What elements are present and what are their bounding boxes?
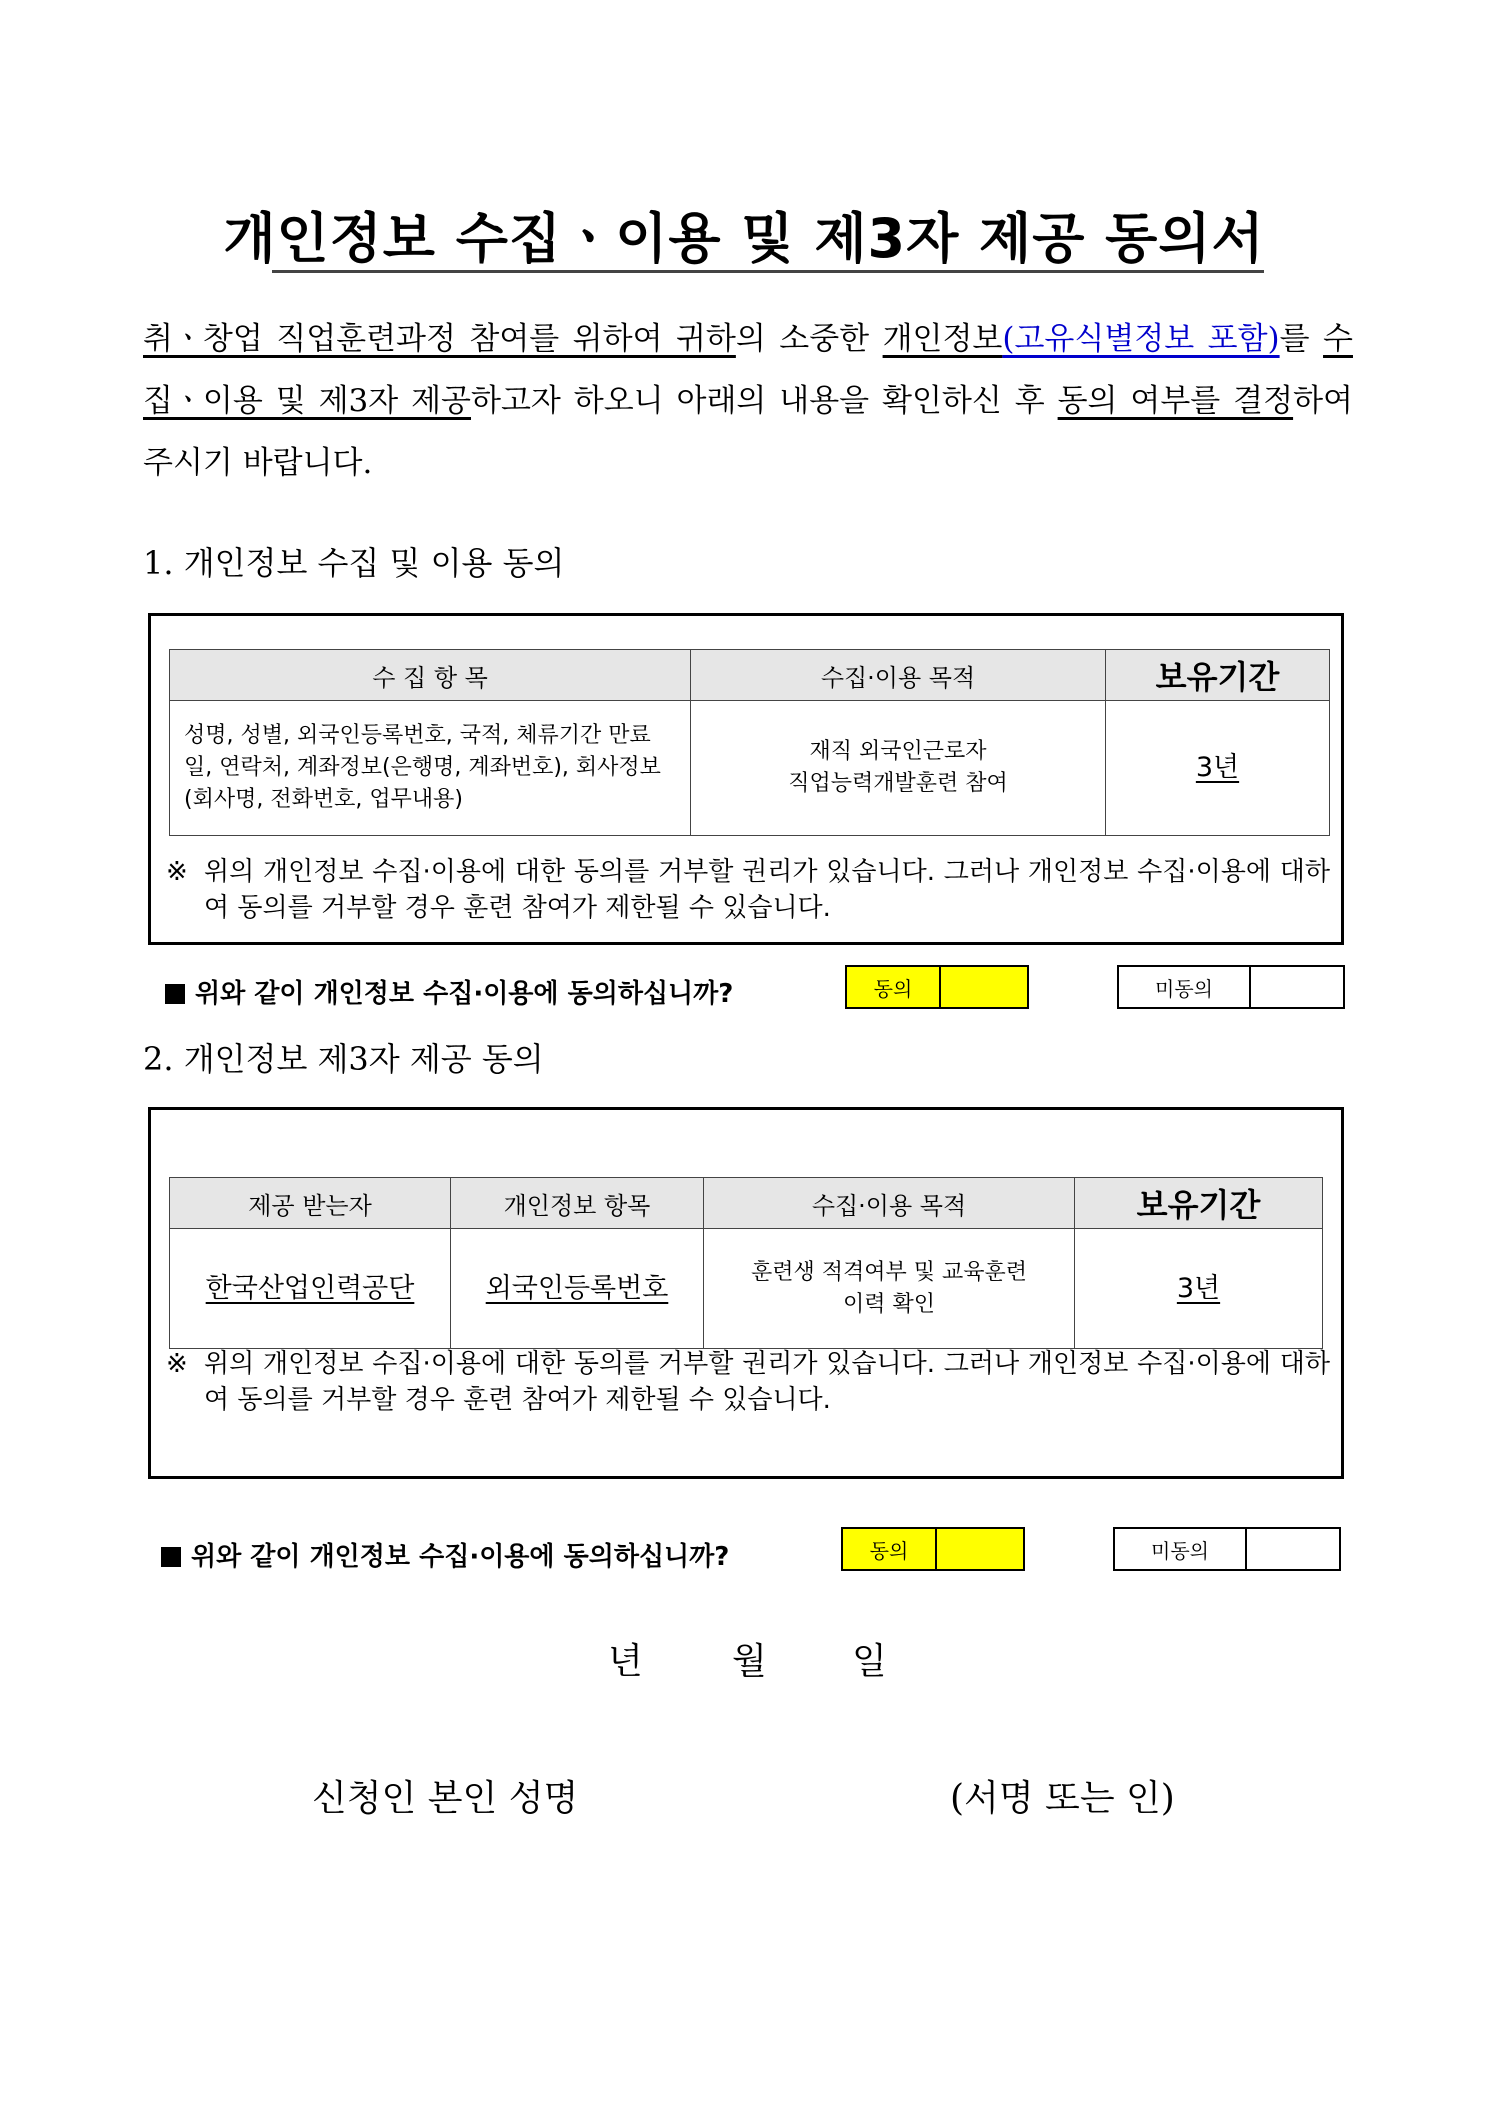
section2-note bbox=[166, 1346, 1330, 1418]
square-bullet-icon bbox=[161, 1547, 181, 1567]
s1-header-period: 보유기간 bbox=[1106, 650, 1330, 701]
document-title: 개인정보 수집ㆍ이용 및 제3자 제공 동의서 bbox=[223, 207, 1265, 270]
title-underline bbox=[272, 270, 1264, 273]
s2-agree-option[interactable] bbox=[841, 1527, 1025, 1571]
s2-header-recipient: 제공 받는자 bbox=[170, 1178, 451, 1229]
s1-disagree-checkbox[interactable] bbox=[1251, 967, 1343, 1007]
date-year: 년 bbox=[608, 1641, 643, 1682]
s1-agree-label: 동의 bbox=[847, 967, 941, 1007]
s1-note-mark: ※ bbox=[166, 857, 188, 887]
s2-disagree-checkbox[interactable] bbox=[1247, 1529, 1339, 1569]
s1-purpose-cell bbox=[691, 701, 1106, 836]
section1-heading: 1. 개인정보 수집 및 이용 동의 bbox=[143, 544, 565, 582]
s2-purpose-line2: 이력 확인 bbox=[842, 1291, 935, 1317]
signature-suffix: (서명 또는 인) bbox=[950, 1778, 1175, 1819]
s2-disagree-option[interactable] bbox=[1113, 1527, 1341, 1571]
s2-question-text: 위와 같이 개인정보 수집·이용에 동의하십니까? bbox=[191, 1542, 730, 1572]
s2-item-cell: 외국인등록번호 bbox=[451, 1229, 704, 1349]
signature-label: 신청인 본인 성명 bbox=[312, 1778, 579, 1819]
s2-period-cell: 3년 bbox=[1075, 1229, 1323, 1349]
s1-disagree-option[interactable] bbox=[1117, 965, 1345, 1009]
s1-header-purpose: 수집·이용 목적 bbox=[691, 650, 1106, 701]
section1-table bbox=[169, 649, 1330, 836]
intro-phrase-8: 동의 여부를 결정 bbox=[1057, 383, 1294, 419]
square-bullet-icon bbox=[165, 984, 185, 1004]
section1-note bbox=[166, 854, 1330, 926]
intro-phrase-2: 의 소중한 bbox=[735, 321, 883, 357]
s1-question-text: 위와 같이 개인정보 수집·이용에 동의하십니까? bbox=[195, 979, 734, 1009]
intro-phrase-4: (고유식별정보 포함) bbox=[1002, 321, 1280, 357]
section2-heading: 2. 개인정보 제3자 제공 동의 bbox=[143, 1040, 544, 1078]
s2-header-items: 개인정보 항목 bbox=[451, 1178, 704, 1229]
s1-purpose-line1: 재직 외국인근로자 bbox=[809, 739, 987, 764]
s1-items-cell: 성명, 성별, 외국인등록번호, 국적, 체류기간 만료일, 연락처, 계좌정보(은행명, 계좌번호), 회사정보(회사명, 전화번호, 업무내용) bbox=[170, 701, 691, 836]
s2-header-purpose: 수집·이용 목적 bbox=[704, 1178, 1075, 1229]
s1-note-text: 위의 개인정보 수집·이용에 대한 동의를 거부할 권리가 있습니다. 그러나 개인정보 수집·이용에 대하여 동의를 거부할 경우 훈련 참여가 제한될 수 있습니다. bbox=[204, 857, 1330, 923]
s2-purpose-line1: 훈련생 적격여부 및 교육훈련 bbox=[750, 1259, 1027, 1285]
section2-question bbox=[161, 1536, 729, 1573]
s1-disagree-label: 미동의 bbox=[1119, 967, 1251, 1007]
s2-note-text: 위의 개인정보 수집·이용에 대한 동의를 거부할 권리가 있습니다. 그러나 개인정보 수집·이용에 대하여 동의를 거부할 경우 훈련 참여가 제한될 수 있습니다. bbox=[204, 1349, 1330, 1415]
date-day: 일 bbox=[852, 1641, 887, 1682]
s2-agree-label: 동의 bbox=[843, 1529, 937, 1569]
intro-phrase-7: 하고자 하오니 아래의 내용을 확인하신 후 bbox=[471, 383, 1058, 419]
intro-phrase-5: 를 bbox=[1279, 321, 1324, 357]
section2-table bbox=[169, 1177, 1323, 1349]
s2-agree-checkbox[interactable] bbox=[937, 1529, 1023, 1569]
s1-agree-option[interactable] bbox=[845, 965, 1029, 1009]
s1-agree-checkbox[interactable] bbox=[941, 967, 1027, 1007]
date-month: 월 bbox=[732, 1641, 767, 1682]
s1-purpose-line2: 직업능력개발훈련 참여 bbox=[788, 771, 1008, 796]
intro-paragraph bbox=[143, 308, 1353, 494]
s2-note-mark: ※ bbox=[166, 1349, 188, 1379]
section1-question bbox=[165, 973, 733, 1010]
intro-phrase-6: 수집ㆍ이용 및 제3자 제공 bbox=[143, 321, 1353, 419]
s2-purpose-cell bbox=[704, 1229, 1075, 1349]
s2-header-period: 보유기간 bbox=[1075, 1178, 1323, 1229]
s2-disagree-label: 미동의 bbox=[1115, 1529, 1247, 1569]
intro-phrase-1: 취ㆍ창업 직업훈련과정 참여를 위하여 귀하 bbox=[143, 321, 736, 357]
s1-period-cell: 3년 bbox=[1106, 701, 1330, 836]
intro-phrase-9: 하여 주시기 바랍니다. bbox=[143, 383, 1353, 481]
s1-header-items: 수 집 항 목 bbox=[170, 650, 691, 701]
s2-recipient-cell: 한국산업인력공단 bbox=[170, 1229, 451, 1349]
intro-phrase-3: 개인정보 bbox=[882, 321, 1003, 357]
